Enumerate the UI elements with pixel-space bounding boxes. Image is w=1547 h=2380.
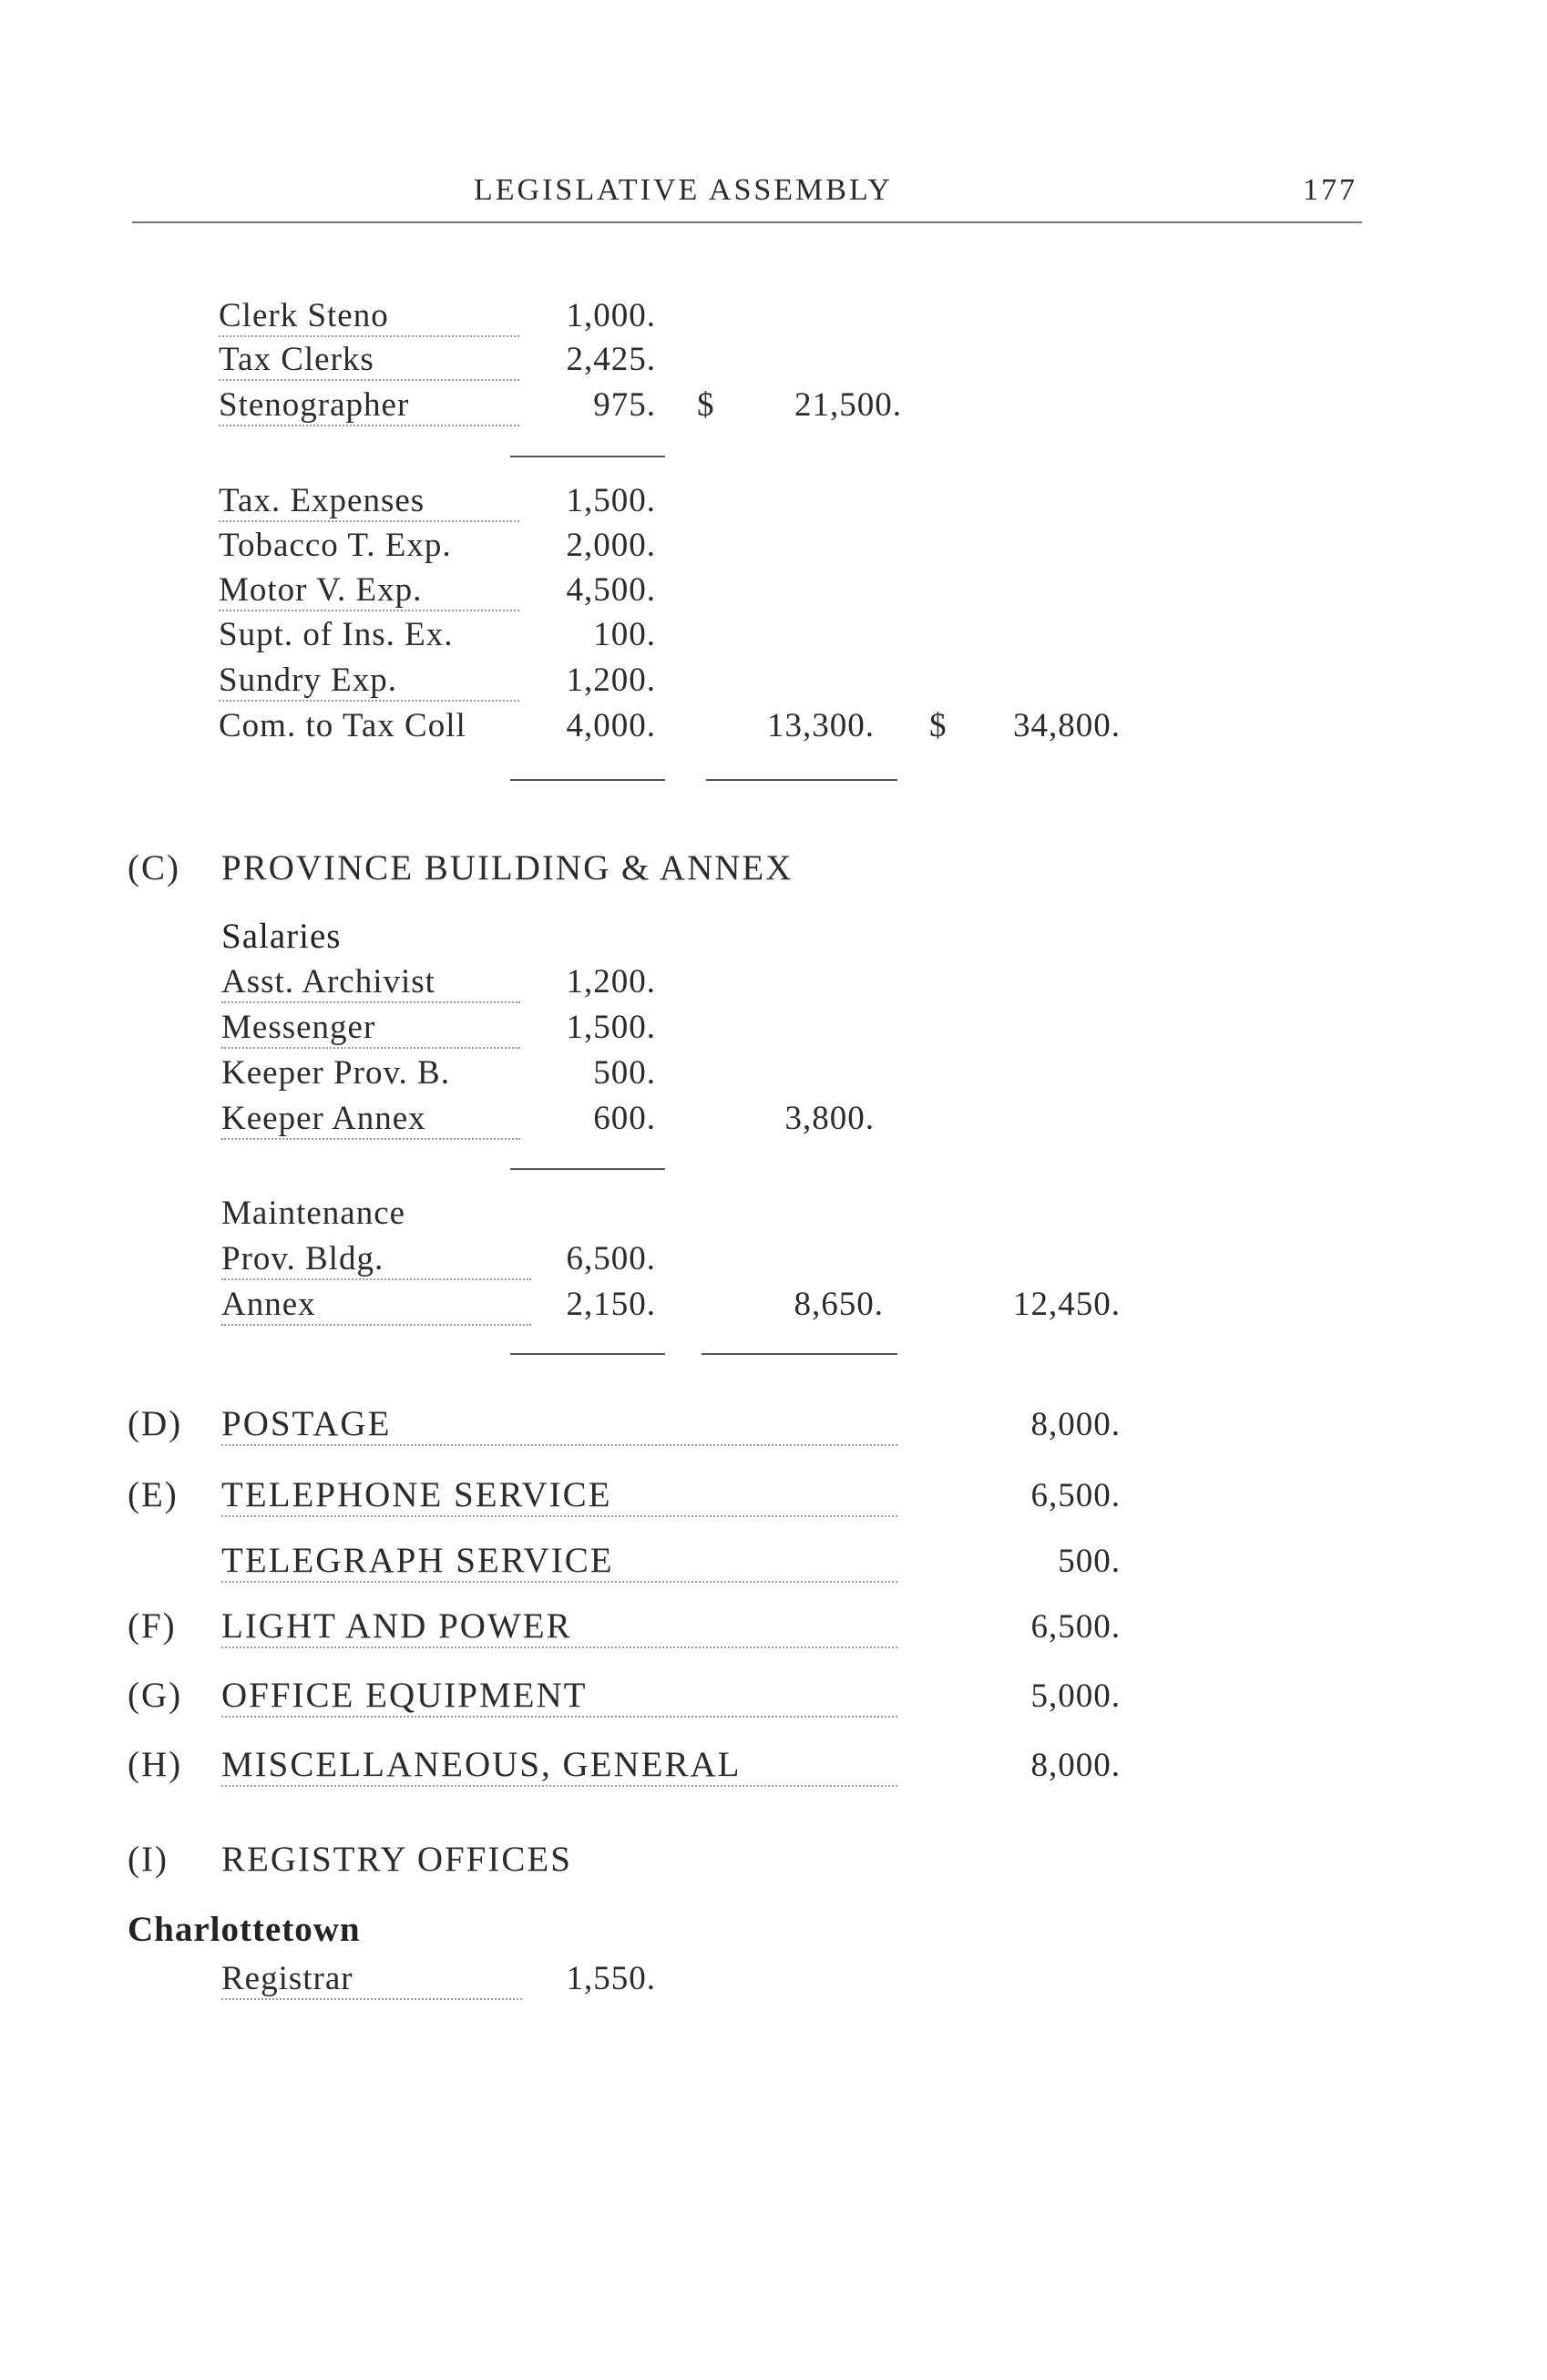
section-amount: 8,000.: [1030, 1747, 1121, 1784]
section-marker: (E): [128, 1475, 179, 1514]
header-rule: [132, 221, 1362, 223]
place-heading: Charlottetown: [128, 1910, 361, 1949]
row-amount: 1,500.: [566, 1009, 656, 1046]
subtotal-rule: [510, 1353, 665, 1355]
section-amount: 5,000.: [1030, 1677, 1121, 1715]
section-title: PROVINCE BUILDING & ANNEX: [221, 848, 794, 887]
row-label: Messenger: [221, 1008, 520, 1049]
section-marker: (G): [128, 1676, 183, 1715]
page-number: 177: [1303, 173, 1357, 207]
section-title: TELEGRAPH SERVICE: [221, 1540, 897, 1583]
row-amount: 1,000.: [566, 297, 656, 334]
row-amount: 6,500.: [566, 1240, 656, 1277]
section-title: OFFICE EQUIPMENT: [221, 1675, 897, 1718]
row-amount: 500.: [593, 1054, 656, 1092]
subtotal-rule: [510, 779, 665, 781]
section-marker: (C): [128, 848, 180, 887]
row-label: Registrar: [221, 1959, 522, 2000]
row-amount: 975.: [593, 386, 656, 424]
row-amount: 4,500.: [566, 571, 656, 609]
section-title: LIGHT AND POWER: [221, 1605, 897, 1648]
row-label: Annex: [221, 1285, 531, 1326]
row-amount: 1,500.: [566, 482, 656, 519]
section-title: REGISTRY OFFICES: [221, 1840, 572, 1879]
maintenance-subtotal: 8,650.: [794, 1286, 884, 1323]
section-marker: (D): [128, 1404, 183, 1443]
dollar-sign: $: [929, 707, 948, 744]
row-amount: 1,200.: [566, 963, 656, 1000]
row-label: Keeper Annex: [221, 1099, 520, 1140]
subtotal-rule: [510, 456, 665, 457]
row-amount: 1,550.: [566, 1960, 656, 1997]
row-amount: 2,425.: [566, 341, 656, 378]
row-label: Asst. Archivist: [221, 962, 520, 1003]
row-amount: 2,150.: [566, 1286, 656, 1323]
row-label: Stenographer: [219, 385, 519, 426]
row-amount: 600.: [593, 1100, 656, 1137]
row-label: Com. to Tax Coll: [219, 707, 466, 744]
subtotal-rule: [702, 1353, 897, 1355]
row-label: Tax Clerks: [219, 340, 519, 381]
section-title: POSTAGE: [221, 1403, 897, 1446]
section-title: TELEPHONE SERVICE: [221, 1474, 897, 1517]
section-marker: (I): [128, 1840, 169, 1879]
block2-subtotal: 13,300.: [767, 707, 875, 744]
row-label: Sundry Exp.: [219, 661, 519, 702]
row-amount: 4,000.: [566, 707, 656, 744]
row-label: Motor V. Exp.: [219, 570, 519, 611]
section-marker: (F): [128, 1606, 177, 1646]
row-amount: 1,200.: [566, 662, 656, 699]
page-header-title: LEGISLATIVE ASSEMBLY: [474, 173, 893, 207]
section-title: MISCELLANEOUS, GENERAL: [221, 1744, 897, 1787]
block2-total: 34,800.: [1013, 707, 1121, 744]
section-c-total: 12,450.: [1013, 1286, 1121, 1323]
row-label: Keeper Prov. B.: [221, 1054, 450, 1092]
section-amount: 6,500.: [1030, 1608, 1121, 1646]
section-amount: 8,000.: [1030, 1406, 1121, 1443]
block1-subtotal: 21,500.: [794, 386, 902, 424]
row-label: Tobacco T. Exp.: [219, 527, 452, 564]
subtotal-rule: [706, 779, 897, 781]
row-label: Clerk Steno: [219, 296, 519, 337]
row-amount: 100.: [593, 616, 656, 653]
row-label: Tax. Expenses: [219, 481, 519, 522]
subheading-salaries: Salaries: [221, 917, 342, 956]
row-amount: 2,000.: [566, 527, 656, 564]
subtotal-rule: [510, 1168, 665, 1170]
section-amount: 500.: [1058, 1543, 1121, 1580]
section-marker: (H): [128, 1745, 183, 1784]
row-label: Supt. of Ins. Ex.: [219, 616, 454, 653]
salaries-subtotal: 3,800.: [784, 1100, 875, 1137]
row-label: Prov. Bldg.: [221, 1239, 531, 1280]
section-amount: 6,500.: [1030, 1477, 1121, 1514]
subheading-maintenance: Maintenance: [221, 1195, 406, 1232]
dollar-sign: $: [697, 386, 715, 424]
